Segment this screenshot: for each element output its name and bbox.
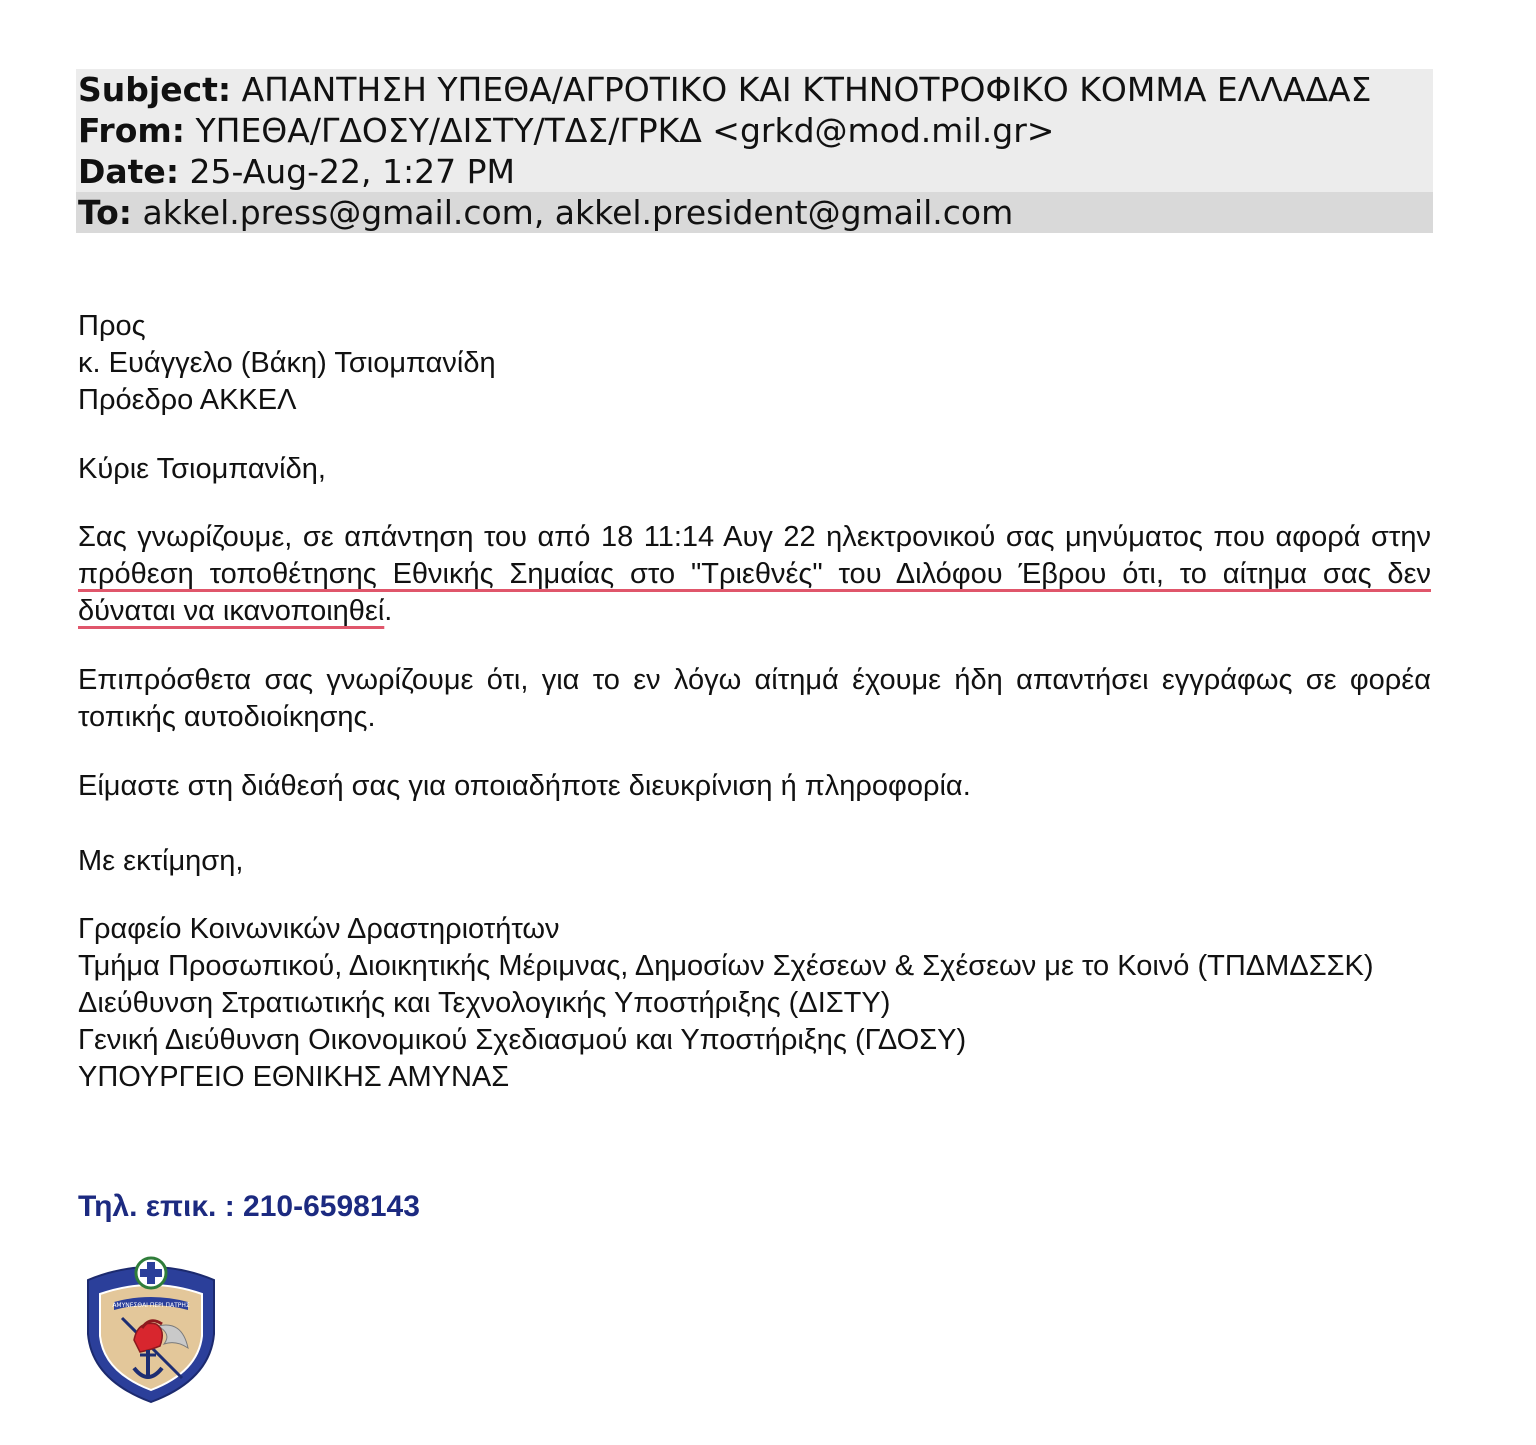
date-value: 25-Aug-22, 1:27 PM: [189, 152, 515, 191]
from-label: From:: [78, 111, 185, 150]
to-label: To:: [78, 193, 132, 232]
phone-number: Τηλ. επικ. : 210-6598143: [78, 1190, 420, 1223]
addressee-line: Προς: [78, 310, 146, 342]
closing: Με εκτίμηση,: [78, 845, 244, 877]
highlighted-text: πρόθεση τοποθέτησης Εθνικής Σημαίας στο "Τριεθνές" του Διλόφου Έβρου ότι, το αίτημα σας δεν δύναται να ικανοποιηθεί: [78, 558, 1431, 627]
to-row: [76, 192, 1433, 233]
signature-line: Γραφείο Κοινωνικών Δραστηριοτήτων: [78, 913, 560, 945]
emblem-icon: [84, 1254, 218, 1404]
signature-block: [78, 911, 1431, 1096]
paragraph-additional: Επιπρόσθετα σας γνωρίζουμε ότι, για το εν λόγω αίτημά έχουμε ήδη απαντήσει εγγράφως σε φορέα τοπικής αυτοδιοίκησης.: [78, 664, 1431, 733]
addressee-line: κ. Ευάγγελο (Βάκη) Τσιομπανίδη: [78, 347, 496, 379]
ministry-emblem-logo: [84, 1254, 218, 1404]
signature-line: ΥΠΟΥΡΓΕΙΟ ΕΘΝΙΚΗΣ ΑΜΥΝΑΣ: [78, 1061, 510, 1093]
from-row: [76, 110, 1433, 151]
subject-label: Subject:: [78, 70, 232, 109]
signature-line: Γενική Διεύθυνση Οικονομικού Σχεδιασμού και Υποστήριξης (ΓΔΟΣΥ): [78, 1024, 967, 1056]
signature-line: Διεύθυνση Στρατιωτικής και Τεχνολογικής Υποστήριξης (ΔΙΣΤΥ): [78, 987, 891, 1019]
to-value: akkel.press@gmail.com, akkel.president@gmail.com: [142, 193, 1014, 232]
paragraph-main-text: Σας γνωρίζουμε, σε απάντηση του από 18 11:14 Αυγ 22 ηλεκτρονικού σας μηνύματος που αφορά στην: [78, 521, 1431, 553]
email-header: [76, 69, 1433, 233]
subject-value: ΑΠΑΝΤΗΣΗ ΥΠΕΘΑ/ΑΓΡΟΤΙΚΟ ΚΑΙ ΚΤΗΝΟΤΡΟΦΙΚΟ ΚΟΜΜΑ ΕΛΛΑΔΑΣ: [241, 70, 1372, 109]
paragraph-main-end: .: [384, 595, 393, 627]
date-row: [76, 151, 1433, 192]
emblem-motto: ΑΜΥΝΕΣΘΑΙ ΠΕΡΙ ΠΑΤΡΗΣ: [112, 1302, 190, 1309]
greeting: Κύριε Τσιομπανίδη,: [78, 453, 326, 485]
addressee-line: Πρόεδρο ΑΚΚΕΛ: [78, 384, 297, 416]
signature-line: Τμήμα Προσωπικού, Διοικητικής Μέριμνας, Δημοσίων Σχέσεων & Σχέσεων με το Κοινό (ΤΠΔΜΔΣΣΚ): [78, 950, 1374, 982]
paragraph-availability: Είμαστε στη διάθεσή σας για οποιαδήποτε διευκρίνιση ή πληροφορία.: [78, 770, 971, 802]
subject-row: [76, 69, 1433, 110]
from-value: ΥΠΕΘΑ/ΓΔΟΣΥ/ΔΙΣΤΥ/ΤΔΣ/ΓΡΚΔ <grkd@mod.mil.gr>: [195, 111, 1055, 150]
paragraph-main: [78, 519, 1431, 630]
addressee-block: [78, 308, 1431, 419]
date-label: Date:: [78, 152, 180, 191]
